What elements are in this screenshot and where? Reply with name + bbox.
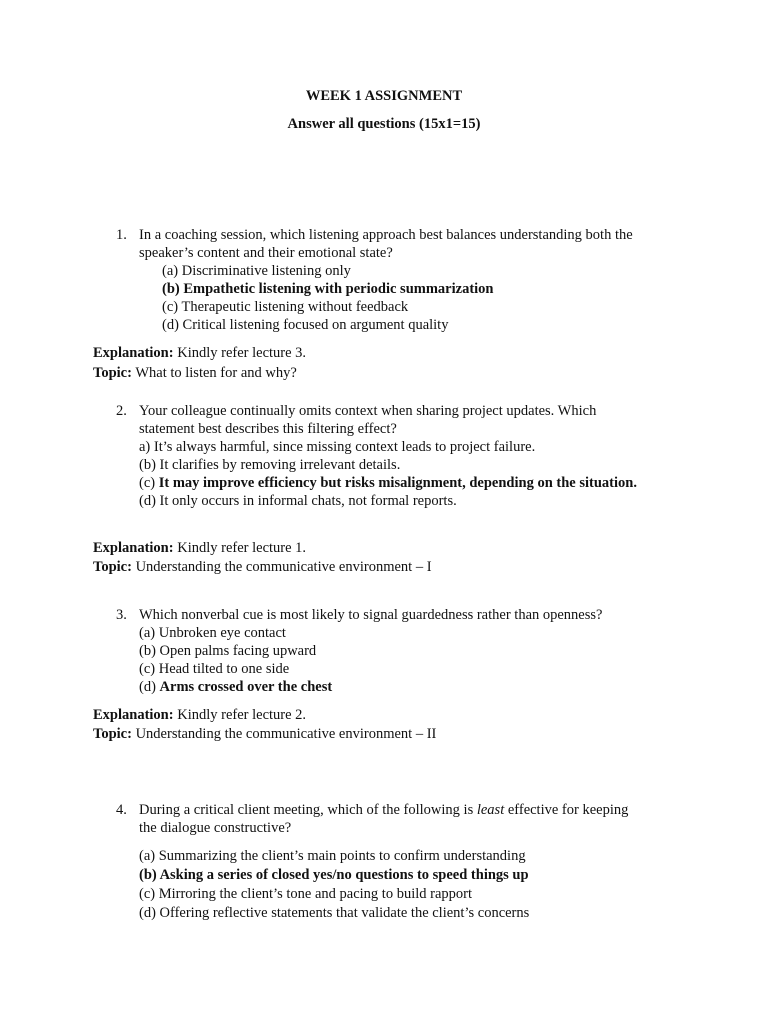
question-text-pre: During a critical client meeting, which of the following is	[139, 802, 477, 818]
topic-text: What to listen for and why?	[131, 365, 297, 381]
option-text: Open palms facing upward	[159, 643, 317, 659]
option-label: a)	[139, 439, 151, 455]
option-label: (b)	[162, 281, 180, 297]
option-c	[162, 299, 408, 316]
option-label: (b)	[139, 457, 156, 473]
question-text	[139, 802, 628, 819]
explanation-label: Explanation:	[93, 540, 174, 556]
option-label: (d)	[139, 679, 156, 695]
option-label: (b)	[139, 643, 156, 659]
option-label: (d)	[139, 493, 156, 509]
option-b	[139, 457, 400, 474]
option-text: Mirroring the client’s tone and pacing to build rapport	[158, 886, 473, 902]
question-number: 3.	[116, 607, 127, 623]
option-text: Unbroken eye contact	[158, 625, 286, 641]
option-d-correct	[139, 679, 332, 696]
topic-text: Understanding the communicative environment – II	[131, 726, 437, 742]
explanation	[93, 345, 306, 362]
topic-label: Topic:	[93, 559, 132, 575]
topic-text: Understanding the communicative environment – I	[131, 559, 432, 575]
option-label: (d)	[162, 317, 179, 333]
question-text-post: effective for keeping	[504, 802, 629, 818]
option-b	[139, 643, 316, 660]
option-text: Offering reflective statements that validate the client’s concerns	[159, 905, 530, 921]
explanation-text: Kindly refer lecture 3.	[173, 345, 307, 361]
option-label: (a)	[139, 625, 156, 641]
option-text: Empathetic listening with periodic summarization	[183, 281, 494, 297]
option-text: Discriminative listening only	[181, 263, 351, 279]
explanation-label: Explanation:	[93, 345, 174, 361]
topic	[93, 365, 297, 382]
option-b-correct	[162, 281, 494, 298]
option-label: (a)	[139, 848, 156, 864]
option-text: It only occurs in informal chats, not formal reports.	[159, 493, 457, 509]
question-text-cont: speaker’s content and their emotional state?	[139, 245, 393, 261]
option-d	[139, 905, 529, 922]
option-label: (d)	[139, 905, 156, 921]
page-subtitle: Answer all questions (15x1=15)	[287, 116, 481, 132]
option-c	[139, 661, 289, 678]
explanation	[93, 707, 306, 724]
explanation-label: Explanation:	[93, 707, 174, 723]
option-text: It clarifies by removing irrelevant details.	[159, 457, 401, 473]
option-label: (c)	[139, 886, 156, 902]
option-b-correct	[139, 867, 529, 884]
option-a	[139, 848, 526, 865]
question-text-emphasis: least	[476, 802, 505, 818]
option-text: Asking a series of closed yes/no questions to speed things up	[159, 867, 529, 883]
question-number: 4.	[116, 802, 127, 818]
explanation	[93, 540, 306, 557]
option-c-correct	[139, 475, 637, 492]
option-a	[162, 263, 351, 280]
option-label: (b)	[139, 867, 157, 883]
option-c	[139, 886, 472, 903]
explanation-text: Kindly refer lecture 2.	[173, 707, 307, 723]
option-text: Head tilted to one side	[158, 661, 290, 677]
question-text: Your colleague continually omits context when sharing project updates. Which	[139, 403, 597, 419]
option-d	[162, 317, 448, 334]
topic-label: Topic:	[93, 726, 132, 742]
question-text-cont: the dialogue constructive?	[139, 820, 292, 836]
question-text: Which nonverbal cue is most likely to signal guardedness rather than openness?	[139, 607, 603, 623]
question-text: In a coaching session, which listening approach best balances understanding both the	[139, 227, 633, 243]
option-text: Arms crossed over the chest	[159, 679, 333, 695]
option-a	[139, 439, 535, 456]
option-d	[139, 493, 457, 510]
option-text: Summarizing the client’s main points to confirm understanding	[158, 848, 526, 864]
option-text: Critical listening focused on argument quality	[182, 317, 449, 333]
option-label: (c)	[139, 661, 156, 677]
topic-label: Topic:	[93, 365, 132, 381]
page-title: WEEK 1 ASSIGNMENT	[305, 88, 463, 104]
option-text: It’s always harmful, since missing context leads to project failure.	[153, 439, 536, 455]
question-number: 2.	[116, 403, 127, 419]
option-text: Therapeutic listening without feedback	[181, 299, 409, 315]
topic	[93, 726, 436, 743]
option-label: (c)	[162, 299, 179, 315]
option-label: (a)	[162, 263, 179, 279]
option-text: It may improve efficiency but risks misalignment, depending on the situation.	[158, 475, 637, 491]
question-text-cont: statement best describes this filtering effect?	[139, 421, 397, 437]
question-number: 1.	[116, 227, 127, 243]
option-a	[139, 625, 286, 642]
explanation-text: Kindly refer lecture 1.	[173, 540, 307, 556]
topic	[93, 559, 432, 576]
option-label: (c)	[139, 475, 156, 491]
